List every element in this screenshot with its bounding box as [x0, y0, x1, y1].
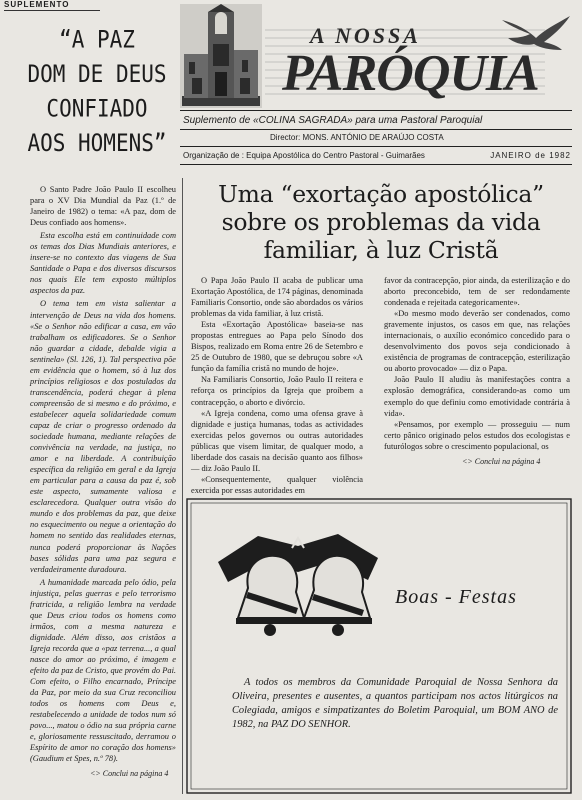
quote-line: AOS HOMENS” [27, 128, 167, 157]
arrow-icon: <> [462, 456, 473, 466]
paragraph: «Do mesmo modo deverão ser condenados, como gravemente injustos, os casos em que, nas relações internacionais, o auxílio económico concedido para o desenvolvimento dos povos seja condicionado à existência de programas de contracepção, esterilização ou aborto provocado» — diz o Papa. [384, 309, 570, 374]
masthead-title-line2: PARÓQUIA [282, 45, 539, 102]
paragraph: Esta escolha está em continuidade com os temas dos Dias Mundiais anteriores, e insere-se no contexto das viagens de Sua Santidade o Papa e dos diversos discursos nos quais Ele tem exposto múltiplos aspectos da paz. [30, 231, 176, 296]
headline-line: sobre os problemas da vida [221, 208, 541, 236]
article-column-1 [191, 275, 363, 496]
masthead-subtitle: Suplemento de «COLINA SAGRADA» para uma Pastoral Paroquial [183, 115, 483, 126]
greeting-message: A todos os membros da Comunidade Paroquial de Nossa Senhora da Oliveira, presentes e ausentes, a quantos participam nos actos litúrgicos na Colegiada, amigos e simpatizantes do Boletim Paroquial, um BOM ANO de 1982, na PAZ DO SENHOR. [232, 677, 558, 730]
continue-note: <> Conclui na página 4 [462, 456, 541, 466]
dove-icon [500, 14, 572, 54]
continue-note: <> Conclui na página 4 [90, 769, 169, 779]
masthead-organization: Organização de : Equipa Apostólica do Centro Pastoral - Guimarães [183, 151, 425, 160]
headline-line: familiar, à luz Cristã [263, 236, 499, 264]
masthead-rule [180, 129, 572, 130]
paragraph: «A Igreja condena, como uma ofensa grave à dignidade e justiça humanas, todas as actividades exercidas pelos governos ou outras autoridades públicas que visem limitar, de qualquer modo, a liberdade dos casais na decisão quanto aos filhos» — diz João Paulo II. [191, 408, 363, 473]
masthead-rule [180, 146, 572, 147]
issue-date: JANEIRO de 1982 [490, 151, 571, 160]
quote-line: “A PAZ [59, 25, 135, 54]
paragraph: João Paulo II aludiu às manifestações contra a explosão demográfica, considerando-as como um exemplo do que definiu como emotividade contrária à vida». [384, 375, 570, 418]
masthead-director: Director: MONS. ANTÓNIO DE ARAÚJO COSTA [270, 133, 444, 142]
christmas-bells-icon [218, 532, 378, 644]
paragraph: O Papa João Paulo II acaba de publicar uma Exortação Apostólica, de 174 páginas, denominada Familiaris Consortio, onde são abordados os vários problemas da vida familiar, à luz cristã. [191, 276, 363, 319]
masthead-rule [180, 110, 572, 111]
masthead-rule [180, 164, 572, 165]
article-column-2 [384, 275, 570, 467]
quote-line: CONFIADO [46, 94, 148, 123]
peace-article-column [30, 184, 176, 779]
article-headline [186, 180, 576, 264]
quote-line: DOM DE DEUS [27, 59, 167, 88]
arrow-icon: <> [90, 769, 101, 779]
column-divider [182, 178, 183, 794]
headline-line: Uma “exortação apostólica” [218, 180, 544, 208]
greeting-title: Boas - Festas [395, 586, 517, 608]
church-illustration [180, 4, 262, 108]
paragraph: O tema tem em vista salientar a intervenção de Deus na vida dos homens. «Se o Senhor não edificar a casa, em vão trabalham os edificadores. Se o Senhor não guardar a cidade, debalde vigia a sentinela» (Sl. 126, 1). Tal perspectiva põe em evidência que o homem, só à luz dos princípios religiosos e dos postulados da transcendência, poderá chegar à plena compreensão de si mesmo e do próximo, e estabelecer aquela solidariedade comum capaz de criar o progresso ordenado da sociedade humana, mediante relações de convivência na verdade, na justiça, no amor e na liberdade. A contribuição específica da religião em geral e da Igreja em particular para a causa da paz é, sob este aspecto, sumamente valiosa e esclarecedora. Qualquer outra visão do mundo e dos problemas da paz, que deixe no esquecimento ou negue a orientação do homem no sentido das realidades eternas, nunca poderá proporcionar às Nações bases sólidas para uma paz segura e verdadeiramente duradoura. [30, 299, 176, 574]
suplemento-tag: SUPLEMENTO [4, 0, 100, 11]
paragraph: favor da contracepção, pior ainda, da esterilização e do aborto preconcebido, tem de ser redondamente condenada e rejeitada categoricamente». [384, 276, 570, 308]
peace-quote-title [22, 22, 172, 160]
paragraph: A humanidade marcada pelo ódio, pela injustiça, pelas guerras e pelo terrorismo fratricida, a religião lembra na verdade que Deus criou todos os homens como irmãos, com a mesma natureza e dignidade. Além disso, aos cristãos a Igreja recorda que a «paz terrena..., a qual nasce do amor ao próximo, é imagem e efeito da paz de Cristo, que provém do Pai. Com efeito, o Filho encarnado, Príncipe da Paz, por meio da sua Cruz reconciliou todos os homens com Deus e, restabelecendo a unidade de todos num só povo..., matou o ódio na sua própria carne e, gloriosamente ressuscitado, derramou o Espírito de amor no coração dos homens» (Gaudium et Spes, n.º 78). [30, 577, 176, 764]
paragraph: O Santo Padre João Paulo II escolheu para o XV Dia Mundial da Paz (1.º de Janeiro de 1982) o tema: «A paz, dom de Deus confiado aos homens». [30, 185, 176, 228]
paragraph: Na Familiaris Consortio, João Paulo II reitera e reforça os princípios da Igreja que proíbem a contracepção, o aborto e divórcio. [191, 375, 363, 407]
masthead-title-line1: A NOSSA [310, 23, 421, 48]
masthead-organization-row [183, 151, 571, 160]
paragraph: «Consequentemente, qualquer violência exercida por essas autoridades em [191, 474, 363, 495]
paragraph: Esta «Exortação Apostólica» baseia-se nas propostas entregues ao Papa pelo Sínodo dos Bispos, realizado em Roma entre 26 de Setembro e 25 de Outubro de 1980, que se debruçou sobre «A função da família cristã no mundo de hoje». [191, 320, 363, 374]
paragraph: «Pensamos, por exemplo — prosseguiu — num certo pânico originado pelos estudos dos ecologistas e futurólogos sobre o crescimento populacional, os [384, 419, 570, 451]
